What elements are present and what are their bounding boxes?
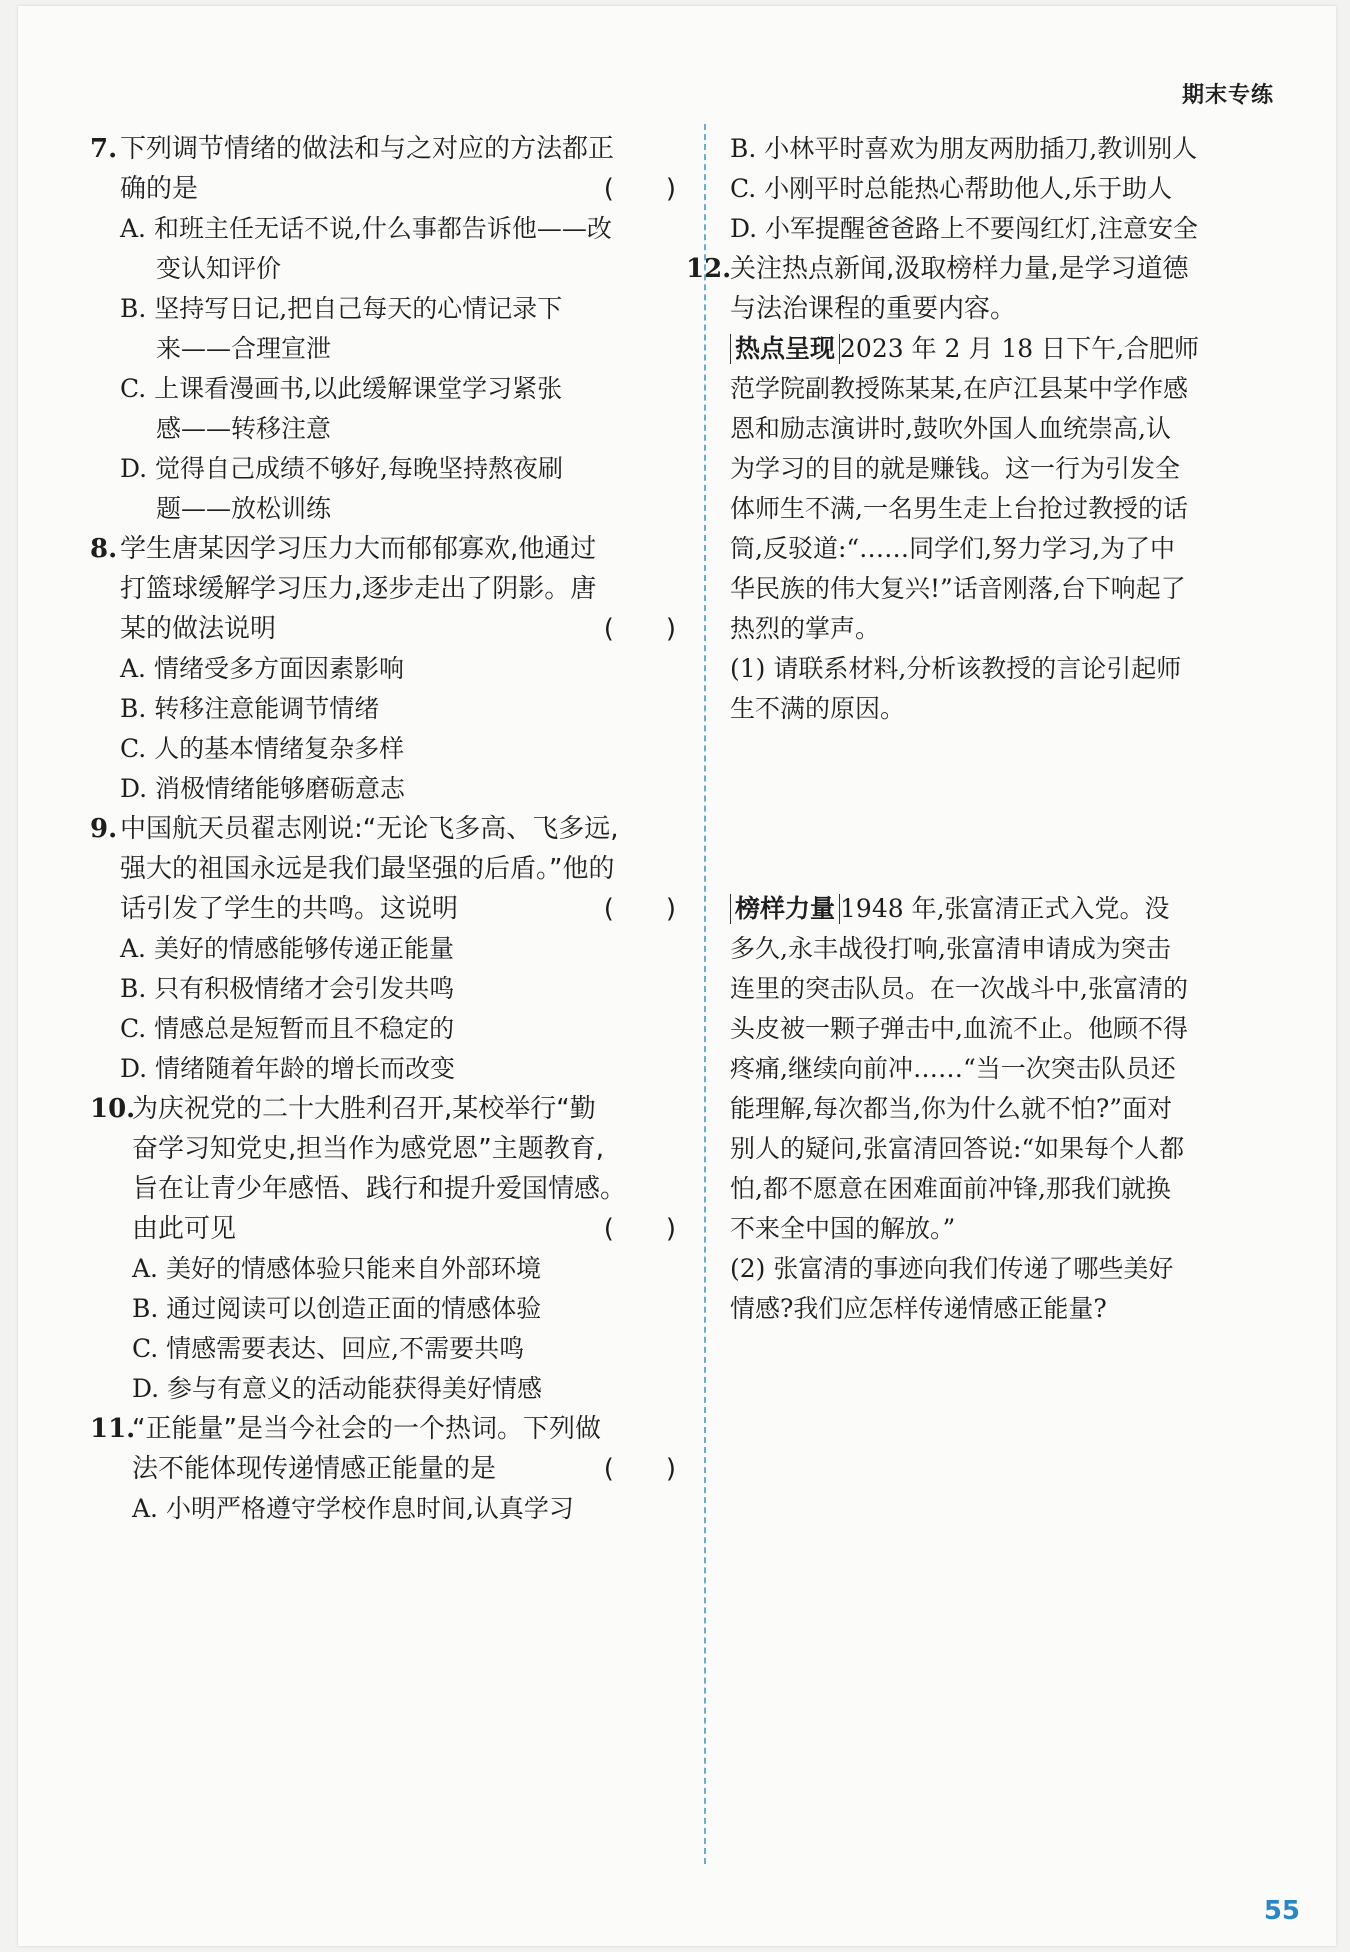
question-stem-line: 打篮球缓解学习压力,逐步走出了阴影。唐 <box>120 574 597 604</box>
option-a: A. 情绪受多方面因素影响 <box>120 654 404 683</box>
sub-question-1-cont: 生不满的原因。 <box>730 694 906 723</box>
question-stem-line: 与法治课程的重要内容。 <box>730 294 1017 324</box>
material-line: 筒,反驳道:“……同学们,努力学习,为了中 <box>730 534 1176 563</box>
question-stem-line: 中国航天员翟志刚说:“无论飞多高、飞多远, <box>120 814 619 844</box>
question-stem-line: 下列调节情绪的做法和与之对应的方法都正 <box>120 134 615 164</box>
material-line: 2023 年 2 月 18 日下午,合肥师 <box>840 334 1200 363</box>
option-b: B. 转移注意能调节情绪 <box>120 694 380 723</box>
option-a-cont: 变认知评价 <box>156 254 282 283</box>
material-line: 恩和励志演讲时,鼓吹外国人血统崇高,认 <box>730 414 1171 443</box>
question-stem-line: 强大的祖国永远是我们最坚强的后盾。”他的 <box>120 854 615 884</box>
material-line: 1948 年,张富清正式入党。没 <box>840 894 1170 923</box>
question-stem-line: 为庆祝党的二十大胜利召开,某校举行“勤 <box>132 1094 596 1124</box>
material-line: 疼痛,继续向前冲……“当一次突击队员还 <box>730 1054 1176 1083</box>
option-c-cont: 感——转移注意 <box>156 414 332 443</box>
question-stem-line: 由此可见 <box>132 1214 237 1244</box>
role-model-tag: 榜样力量 <box>730 894 840 924</box>
question-number: 8. <box>90 534 118 564</box>
option-b-cont: 来——合理宣泄 <box>156 334 332 363</box>
hot-news-tag: 热点呈现 <box>730 334 840 364</box>
question-stem-line: 确的是 <box>120 174 199 204</box>
option-a: A. 小明严格遵守学校作息时间,认真学习 <box>132 1494 574 1523</box>
material-line: 不来全中国的解放。” <box>730 1214 956 1243</box>
question-number: 7. <box>90 134 118 164</box>
answer-parentheses[interactable]: ( ) <box>603 174 676 204</box>
option-d: D. 小军提醒爸爸路上不要闯红灯,注意安全 <box>730 214 1198 243</box>
material-line: 华民族的伟大复兴!”话音刚落,台下响起了 <box>730 574 1186 603</box>
column-divider <box>704 124 706 1864</box>
material-line: 别人的疑问,张富清回答说:“如果每个人都 <box>730 1134 1185 1163</box>
material-line: 体师生不满,一名男生走上台抢过教授的话 <box>730 494 1188 523</box>
option-d: D. 觉得自己成绩不够好,每晚坚持熬夜刷 <box>120 454 563 483</box>
material-line: 怕,都不愿意在困难面前冲锋,那我们就换 <box>730 1174 1171 1203</box>
question-number: 9. <box>90 814 118 844</box>
option-c: C. 上课看漫画书,以此缓解课堂学习紧张 <box>120 374 563 403</box>
option-a: A. 和班主任无话不说,什么事都告诉他——改 <box>120 214 612 243</box>
answer-parentheses[interactable]: ( ) <box>603 614 676 644</box>
answer-parentheses[interactable]: ( ) <box>603 1454 676 1484</box>
option-d: D. 参与有意义的活动能获得美好情感 <box>132 1374 543 1403</box>
header-title: 期末专练 <box>1181 83 1274 108</box>
question-stem-line: “正能量”是当今社会的一个热词。下列做 <box>132 1414 601 1444</box>
material-line: 范学院副教授陈某某,在庐江县某中学作感 <box>730 374 1188 403</box>
option-c: C. 情感需要表达、回应,不需要共鸣 <box>132 1334 525 1363</box>
material-line: 多久,永丰战役打响,张富清申请成为突击 <box>730 934 1171 963</box>
sub-question-2: (2) 张富清的事迹向我们传递了哪些美好 <box>730 1254 1174 1283</box>
option-b: B. 只有积极情绪才会引发共鸣 <box>120 974 455 1003</box>
answer-parentheses[interactable]: ( ) <box>603 1214 676 1244</box>
sub-question-1: (1) 请联系材料,分析该教授的言论引起师 <box>730 654 1182 683</box>
option-a: A. 美好的情感体验只能来自外部环境 <box>132 1254 541 1283</box>
question-stem-line: 某的做法说明 <box>120 614 277 644</box>
option-a: A. 美好的情感能够传递正能量 <box>120 934 454 963</box>
option-b: B. 通过阅读可以创造正面的情感体验 <box>132 1294 542 1323</box>
sub-question-2-cont: 情感?我们应怎样传递情感正能量? <box>730 1294 1107 1323</box>
option-b: B. 小林平时喜欢为朋友两肋插刀,教训别人 <box>730 134 1198 163</box>
question-stem-line: 话引发了学生的共鸣。这说明 <box>120 894 459 924</box>
answer-parentheses[interactable]: ( ) <box>603 894 676 924</box>
question-number: 11. <box>90 1414 136 1444</box>
material-line: 为学习的目的就是赚钱。这一行为引发全 <box>730 454 1181 483</box>
option-d-cont: 题——放松训练 <box>156 494 332 523</box>
option-d: D. 消极情绪能够磨砺意志 <box>120 774 406 803</box>
question-stem-line: 奋学习知党史,担当作为感党恩”主题教育, <box>132 1134 604 1164</box>
question-number: 12. <box>686 254 732 284</box>
material-line: 能理解,每次都当,你为什么就不怕?”面对 <box>730 1094 1173 1123</box>
question-stem-line: 关注热点新闻,汲取榜样力量,是学习道德 <box>730 254 1189 284</box>
question-stem-line: 学生唐某因学习压力大而郁郁寡欢,他通过 <box>120 534 597 564</box>
material-line: 热烈的掌声。 <box>730 614 881 643</box>
material-line: 连里的突击队员。在一次战斗中,张富清的 <box>730 974 1188 1003</box>
material-line: 头皮被一颗子弹击中,血流不止。他顾不得 <box>730 1014 1188 1043</box>
option-b: B. 坚持写日记,把自己每天的心情记录下 <box>120 294 563 323</box>
page-number: 55 <box>1263 1896 1300 1926</box>
page <box>18 6 1336 1946</box>
option-c: C. 情感总是短暂而且不稳定的 <box>120 1014 455 1043</box>
option-c: C. 人的基本情绪复杂多样 <box>120 734 405 763</box>
question-stem-line: 法不能体现传递情感正能量的是 <box>132 1454 497 1484</box>
option-d: D. 情绪随着年龄的增长而改变 <box>120 1054 456 1083</box>
question-number: 10. <box>90 1094 136 1124</box>
option-c: C. 小刚平时总能热心帮助他人,乐于助人 <box>730 174 1173 203</box>
question-stem-line: 旨在让青少年感悟、践行和提升爱国情感。 <box>132 1174 627 1204</box>
